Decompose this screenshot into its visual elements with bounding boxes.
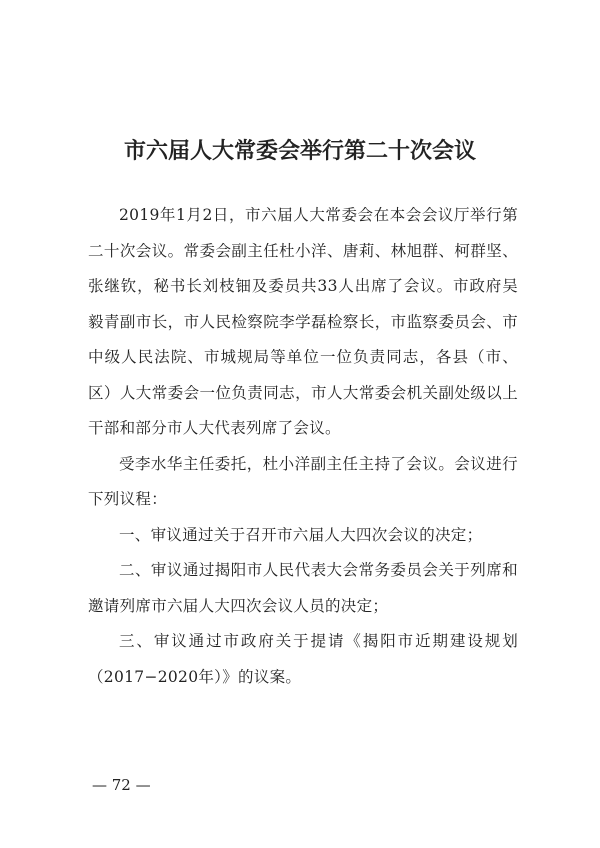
paragraph-agenda-intro: 受李水华主任委托，杜小洋副主任主持了会议。会议进行下列议程： bbox=[88, 454, 518, 508]
document-body bbox=[88, 198, 518, 695]
page-number: — 72 — bbox=[92, 776, 151, 794]
paragraph-meeting-intro: 2019年1月2日，市六届人大常委会在本会会议厅举行第二十次会议。常委会副主任杜小洋、唐莉、林旭群、柯群坚、张继钦，秘书长刘枝钿及委员共33人出席了会议。市政府吴毅青副市长，市人民检察院李学磊检察长，市监察委员会、市中级人民法院、市城规局等单位一位负责同志，各县（市、区）人大常委会一位负责同志，市人大常委会机关副处级以上干部和部分市人大代表列席了会议。 bbox=[88, 206, 518, 437]
page-title: 市六届人大常委会举行第二十次会议 bbox=[123, 138, 476, 164]
agenda-item-3: 三、审议通过市政府关于提请《揭阳市近期建设规划（2017−2020年）》的议案。 bbox=[88, 632, 518, 686]
agenda-item-2: 二、审议通过揭阳市人民代表大会常务委员会关于列席和邀请列席市六届人大四次会议人员的决定； bbox=[88, 561, 518, 615]
agenda-item-1: 一、审议通过关于召开市六届人大四次会议的决定； bbox=[119, 525, 483, 544]
